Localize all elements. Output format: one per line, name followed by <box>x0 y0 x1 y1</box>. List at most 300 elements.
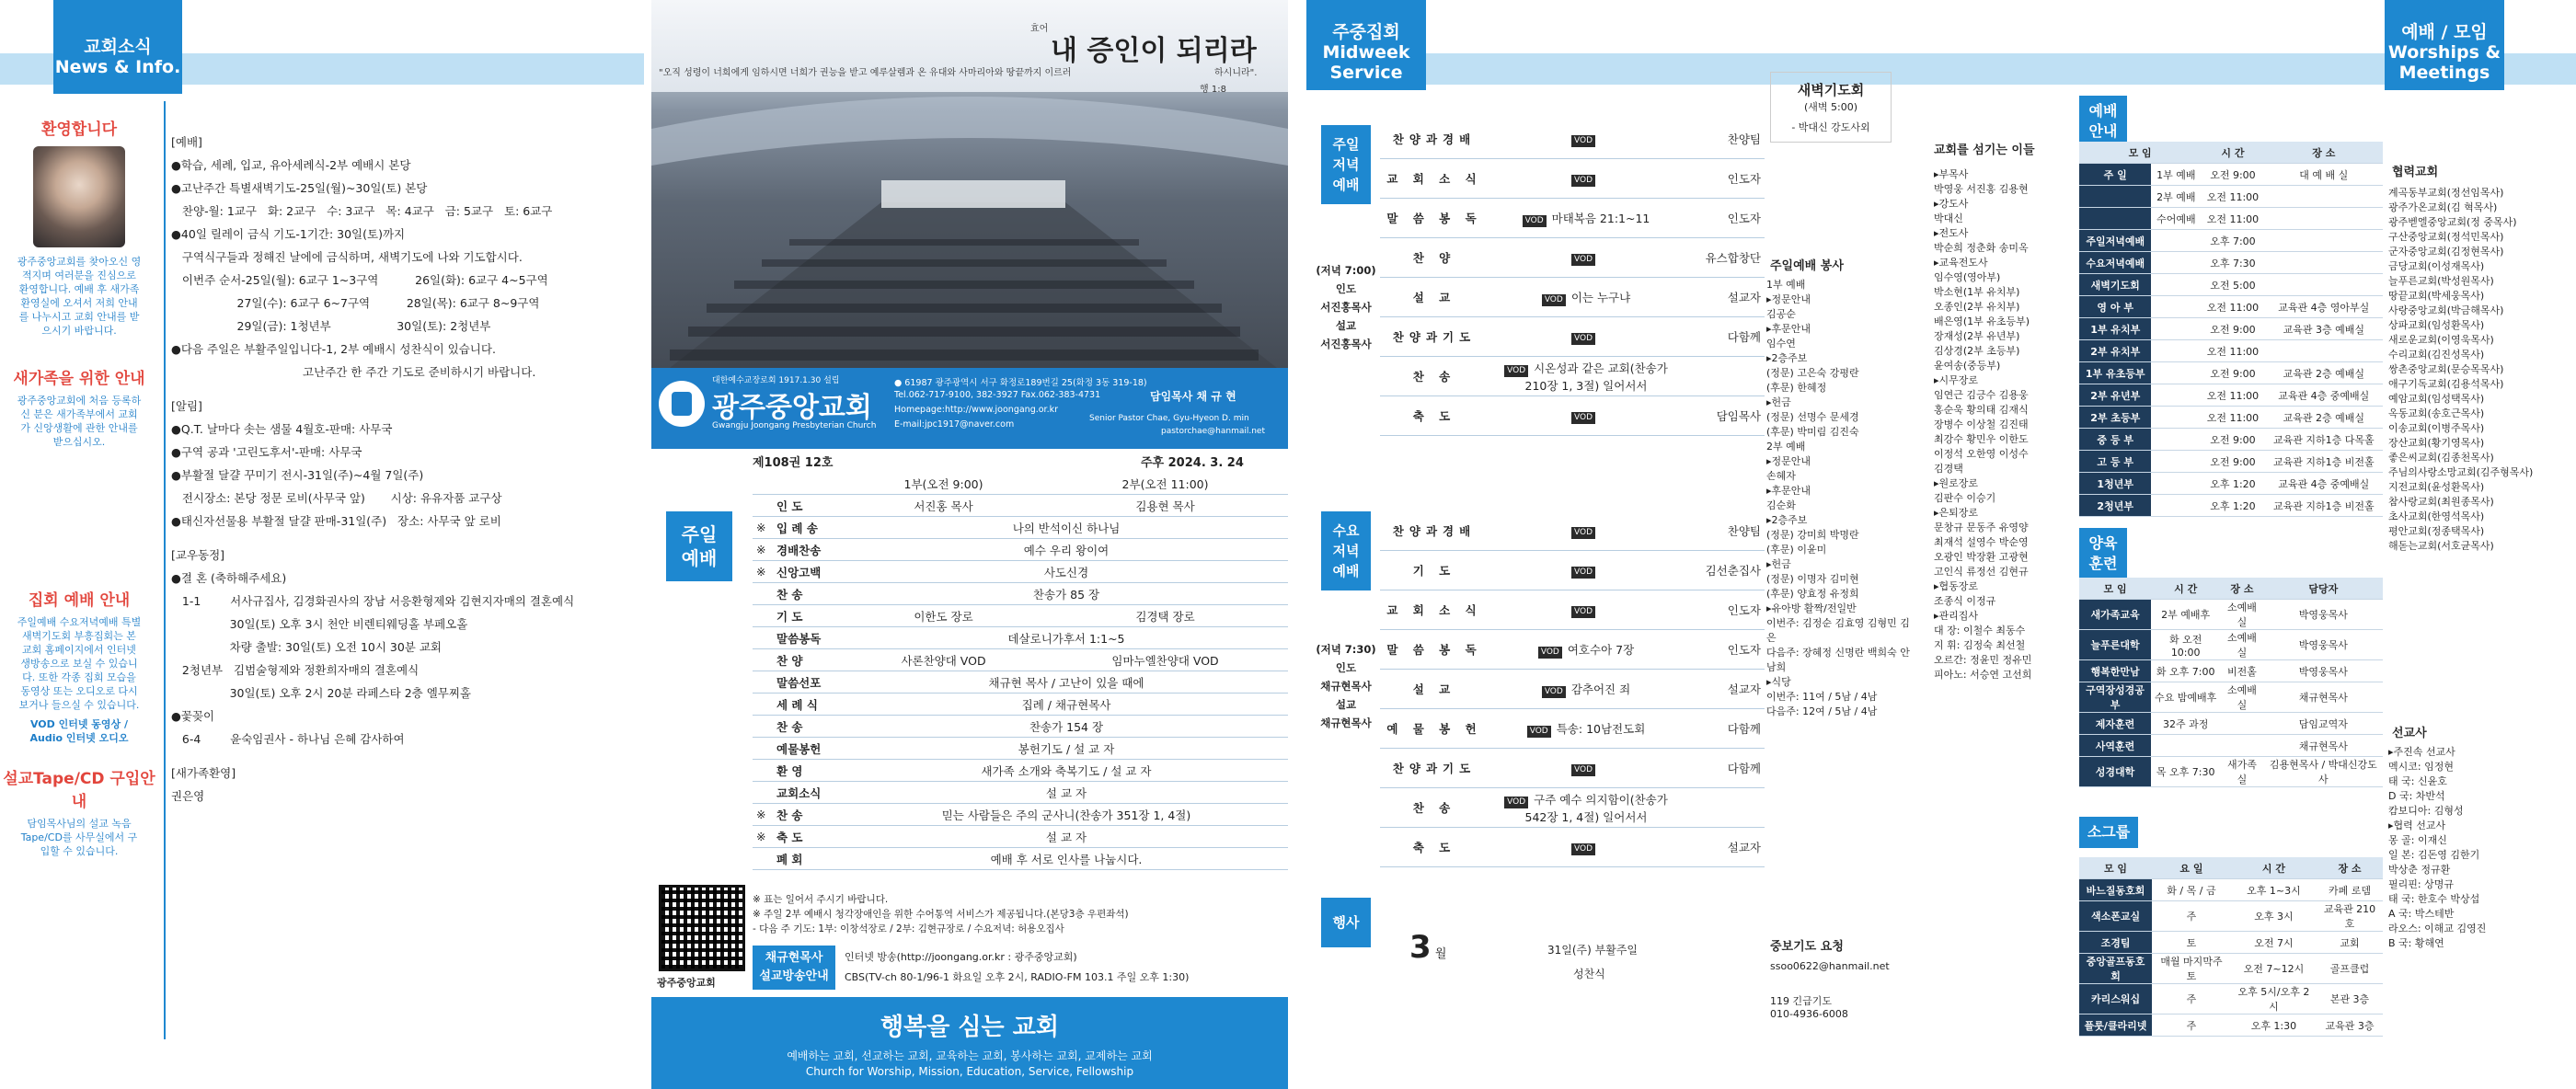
service-info-line: (저녁 7:00) <box>1316 264 1376 277</box>
vod-badge[interactable]: VOD <box>1571 527 1595 539</box>
worship-guide-1: 예배 <box>2088 102 2118 120</box>
col-second: 2부(오전 11:00) <box>1042 473 1288 495</box>
schedule-head-cell: 시 간 <box>2201 142 2264 164</box>
coop-church: 광주가온교회(김 혁목사) <box>2388 201 2498 213</box>
worship-guide-2: 안내 <box>2088 122 2118 140</box>
news-line: 6-4 윤숙임권사 - 하나님 은혜 감사하여 <box>171 732 405 746</box>
order-item: 찬 송 <box>773 804 845 826</box>
schedule-head <box>2079 578 2383 600</box>
schedule-row <box>2079 735 2383 757</box>
news-sidebar <box>0 103 158 864</box>
vod-badge[interactable]: VOD <box>1527 726 1551 738</box>
welcome-heading: 환영합니다 <box>40 120 118 139</box>
schedule-row <box>2079 208 2383 230</box>
schedule-cell: 오후 1:30 <box>2231 1014 2317 1037</box>
order-row <box>753 826 1288 848</box>
stand-mark <box>753 671 773 694</box>
order-item: 축 도 <box>773 826 845 848</box>
service-volunteer-line: ▸정문안내 <box>1766 455 1811 467</box>
schedule-cell: 박영웅목사 <box>2264 660 2383 682</box>
schedule-cell: 2부 예배 <box>2151 186 2201 208</box>
midweek-tab <box>1306 0 1426 90</box>
news-tab-ko: 교회소식 <box>84 37 152 57</box>
servant-line: 배은영(1부 유초등부) <box>1934 315 2030 327</box>
servant-line: ▸교육전도사 <box>1934 257 1988 269</box>
order-row <box>753 804 1288 826</box>
news-line: 27일(수): 6교구 6~7구역 28일(목): 6교구 8~9구역 <box>171 296 540 310</box>
midweek-tab-en1: Midweek <box>1322 42 1410 63</box>
service-volunteer-line: ▸식당 <box>1766 676 1791 688</box>
broadcast-cbs: CBS(TV-ch 80-1/96-1 화요일 오후 2시, RADIO-FM 103.1 주일 오후 1:30) <box>845 971 1190 983</box>
program-leader <box>1684 357 1765 396</box>
schedule-row <box>2079 362 2383 384</box>
program-row <box>1380 670 1765 709</box>
schedule-cell <box>2265 340 2383 362</box>
servant-line: 문창규 문동주 유영양 <box>1934 522 2029 533</box>
event-line-1: 31일(주) 부활주일 <box>1547 944 1638 957</box>
sun-label-1: 주일 <box>1332 136 1360 153</box>
sunday-service-list <box>1766 278 1914 719</box>
program-item: 말 씀 봉 독 <box>1380 199 1489 238</box>
program-leader: 설교자 <box>1684 278 1765 317</box>
vod-badge[interactable]: VOD <box>1571 135 1595 147</box>
missionary-line: A 국: 박스테반 <box>2388 908 2455 920</box>
vod-badge[interactable]: VOD <box>1571 412 1595 424</box>
schedule-cell: 박영웅목사 <box>2264 630 2383 660</box>
schedule-head-cell: 담당자 <box>2264 578 2383 600</box>
coop-church: 참사랑교회(최원종목사) <box>2388 496 2494 508</box>
schedule-cell <box>2151 429 2201 451</box>
church-mail[interactable]: E-mail:jpc1917@naver.com <box>894 419 1015 430</box>
vod-badge[interactable]: VOD <box>1571 567 1595 579</box>
program-leader: 설교자 <box>1684 828 1765 867</box>
servant-line: 박대신 <box>1934 212 1963 224</box>
service-volunteer-line: 김순화 <box>1766 499 1796 511</box>
schedule-head-cell: 장 소 <box>2317 857 2383 879</box>
order-item: 찬 양 <box>773 649 845 671</box>
schedule-cell: 2부 예배후 <box>2151 600 2220 630</box>
schedule-cell <box>2151 407 2201 429</box>
stand-mark <box>753 605 773 627</box>
program-row <box>1380 317 1765 357</box>
schedule-cell: 오전 9:00 <box>2201 429 2264 451</box>
order-item: 찬 송 <box>773 583 845 605</box>
schedule-row <box>2079 296 2383 318</box>
schedule-cell <box>2151 473 2201 495</box>
schedule-head-cell: 시 간 <box>2231 857 2317 879</box>
schedule-cell <box>2151 451 2201 473</box>
vod-badge[interactable]: VOD <box>1542 686 1566 698</box>
order-item: 신앙고백 <box>773 561 845 583</box>
order-row <box>753 716 1288 738</box>
servant-line: ▸부목사 <box>1934 168 1969 180</box>
vod-badge[interactable]: VOD <box>1571 254 1595 266</box>
schedule-cell: 중앙골프동호회 <box>2079 954 2152 984</box>
news-line: 30일(토) 오후 3시 천안 비렌티웨딩홀 부페오홀 <box>171 617 468 631</box>
coop-church: 예암교회(임성택목사) <box>2388 393 2485 405</box>
schedule-cell <box>2151 340 2201 362</box>
tape-text: 담임목사님의 설교 녹음 Tape/CD를 사무실에서 구입할 수 있습니다. <box>20 818 138 857</box>
program-detail <box>1489 511 1684 551</box>
servant-line: 박소현(1부 유치부) <box>1934 286 2020 298</box>
schedule-cell: 교육관 지하1층 다목홀 <box>2265 429 2383 451</box>
stand-mark <box>753 583 773 605</box>
missionary-line: ▸주진속 선교사 <box>2388 746 2455 758</box>
church-web[interactable]: Homepage:http://www.joongang.or.kr <box>894 405 1059 415</box>
schedule-cell: 교육관 3층 <box>2317 1014 2383 1037</box>
schedule-cell: 구역장성경공부 <box>2079 682 2151 713</box>
news-line: ●40일 릴레이 금식 기도-1기간: 30일(토)까지 <box>171 227 406 241</box>
sunday-evening-table <box>1380 120 1765 436</box>
order-row <box>753 583 1288 605</box>
program-detail <box>1489 396 1684 436</box>
schedule-cell: 채규현목사 <box>2264 735 2383 757</box>
news-line: 차량 출발: 30일(토) 오전 10시 30분 교회 <box>171 640 442 654</box>
vod-badge[interactable]: VOD <box>1571 175 1595 187</box>
wed-label-1: 수요 <box>1332 522 1360 539</box>
prayer-phone-label: 119 긴급기도 <box>1770 995 1832 1007</box>
schedule-cell: 오후 1~3시 <box>2231 879 2317 901</box>
program-item: 찬 양 <box>1380 238 1489 278</box>
program-item: 찬양과기도 <box>1380 317 1489 357</box>
issue-date: 주후 2024. 3. 24 <box>1141 456 1244 470</box>
news-line: ●태신자선물용 부활절 달걀 판매-31일(주) 장소: 사무국 앞 로비 <box>171 514 501 528</box>
schedule-cell <box>2151 230 2201 252</box>
schedule-cell: 오전 9:00 <box>2201 164 2264 186</box>
broadcast-label-2: 설교방송안내 <box>759 969 829 983</box>
schedule-cell: 32주 과정 <box>2151 713 2220 735</box>
meetings-tab-1: 예배 / 모임 <box>2401 22 2488 42</box>
schedule-cell: 조경팀 <box>2079 932 2152 954</box>
coop-church: 이송교회(이병주목사) <box>2388 422 2485 434</box>
vod-badge[interactable]: VOD <box>1571 333 1595 345</box>
note-line: - 다음 주 기도: 1부: 이창석장로 / 2부: 김현규장로 / 수요저녁: 허용오집사 <box>753 923 1064 934</box>
banner-strip <box>651 0 1288 95</box>
program-detail <box>1489 120 1684 159</box>
meetings-tab-2: Worships & <box>2387 42 2501 63</box>
schedule-cell: 1부 예배 <box>2151 164 2201 186</box>
schedule-cell: 채규현목사 <box>2264 682 2383 713</box>
broadcast-internet[interactable]: 인터넷 방송(http://joongang.or.kr : 광주중앙교회) <box>845 951 1077 963</box>
program-detail <box>1489 828 1684 867</box>
schedule-row <box>2079 932 2383 954</box>
stand-mark: ※ <box>753 826 773 848</box>
schedule-head-row <box>2079 142 2383 164</box>
schedule-cell: 오후 5시/오후 2시 <box>2231 984 2317 1014</box>
program-item: 설 교 <box>1380 670 1489 709</box>
program-row <box>1380 709 1765 749</box>
service-volunteer-line: 임수연 <box>1766 338 1796 350</box>
order-head <box>753 473 1288 495</box>
church-addr: ● 61987 광주광역시 서구 화정로189번길 25(화정 3동 319-18) <box>894 378 1147 388</box>
schedule-cell: 소예배실 <box>2220 600 2263 630</box>
news-line: 찬양-월: 1교구 화: 2교구 수: 3교구 목: 4교구 금: 5교구 토: 6교구 <box>171 204 553 218</box>
news-line: ●학습, 세례, 입교, 유아세례식-2부 예배시 본당 <box>171 158 411 172</box>
order-item: 인 도 <box>773 495 845 517</box>
schedule-cell <box>2079 186 2151 208</box>
notes <box>753 892 1286 936</box>
sanctuary-illustration <box>651 92 1288 368</box>
missionary-line: B 국: 황해연 <box>2388 937 2444 949</box>
stand-mark <box>753 848 773 870</box>
schedule-cell: 새벽기도회 <box>2079 274 2151 296</box>
schedule-row <box>2079 473 2383 495</box>
news-line: 권은영 <box>171 789 205 803</box>
service-volunteer-line: (후문) 양효정 유정희 <box>1766 588 1859 600</box>
banner-main: 내 증인이 되리라 <box>1051 35 1257 67</box>
news-tab <box>53 0 182 94</box>
qr-code[interactable] <box>659 885 745 971</box>
service-volunteer-line: ▸후문안내 <box>1766 485 1811 497</box>
service-volunteer-line: (후문) 이윤미 <box>1766 544 1827 556</box>
order-item: 예물봉헌 <box>773 738 845 760</box>
program-detail-text: 이는 누구냐 <box>1570 290 1631 304</box>
program-row <box>1380 199 1765 238</box>
service-volunteer-line: (정문) 강미희 박명란 <box>1766 529 1859 541</box>
service-volunteer-line: ▸후문안내 <box>1766 323 1811 335</box>
schedule-cell: 오후 7:00 <box>2201 230 2264 252</box>
schedule-cell: 오전 7~12시 <box>2231 954 2317 984</box>
sunday-evening-label <box>1321 125 1371 204</box>
schedule-cell: 목 오후 7:30 <box>2151 757 2220 787</box>
news-line: 30일(토) 오후 2시 20분 라페스타 2층 엘무찌홀 <box>171 686 472 700</box>
small-group-label: 소그룹 <box>2079 817 2138 848</box>
news-line: 전시장소: 본당 정문 로비(사무국 앞) 시상: 유유자품 교구상 <box>171 491 502 505</box>
servant-line: ▸전도사 <box>1934 227 1969 239</box>
schedule-cell: 1부 유초등부 <box>2079 362 2151 384</box>
schedule-head-cell: 모 임 <box>2079 142 2201 164</box>
schedule-cell: 매월 마지막주 토 <box>2152 954 2231 984</box>
program-leader: 다함께 <box>1684 709 1765 749</box>
service-volunteer-line: (정문) 이명자 김미현 <box>1766 573 1859 585</box>
servant-line: 조종식 이정규 <box>1934 595 1996 607</box>
missionary-line: 태 국: 신윤호 <box>2388 775 2447 787</box>
schedule-cell: 교육관 210호 <box>2317 901 2383 932</box>
program-detail <box>1489 317 1684 357</box>
event-label: 행사 <box>1321 898 1371 947</box>
schedule-cell <box>2079 208 2151 230</box>
schedule-cell: 수요저녁예배 <box>2079 252 2151 274</box>
servant-line: 피아노: 서승연 고선희 <box>1934 669 2032 681</box>
servant-line: ▸관리집사 <box>1934 610 1979 622</box>
stand-mark: ※ <box>753 539 773 561</box>
schedule-cell <box>2220 713 2263 735</box>
schedule-cell: 플룻/클라리넷 <box>2079 1014 2152 1037</box>
service-volunteer-line: ▸유아방 활짝/전일반 <box>1766 602 1857 614</box>
schedule-cell: 오전 7시 <box>2231 932 2317 954</box>
schedule-cell <box>2151 318 2201 340</box>
banner-tail: 하시니라". <box>1214 68 1258 78</box>
vod-badge[interactable]: VOD <box>1571 764 1595 776</box>
service-info-line: 채규현목사 <box>1320 716 1372 729</box>
program-detail <box>1489 670 1684 709</box>
order-row <box>753 671 1288 694</box>
program-leader: 인도자 <box>1684 590 1765 630</box>
schedule-cell: 골프클럽 <box>2317 954 2383 984</box>
schedule-cell <box>2151 495 2201 517</box>
coop-church: 계곡동부교회(정선임목사) <box>2388 187 2504 199</box>
vod-badge[interactable]: VOD <box>1504 365 1528 377</box>
missionary-line: 박상춘 정규환 <box>2388 864 2451 876</box>
midweek-tab-en2: Service <box>1329 63 1403 83</box>
service-volunteer-line: 다음주: 장혜정 신명란 백희숙 안남희 <box>1766 647 1910 673</box>
coop-church: 장산교회(황기영목사) <box>2388 437 2485 449</box>
program-detail <box>1489 159 1684 199</box>
program-row <box>1380 238 1765 278</box>
nurture-schedule <box>2079 578 2383 787</box>
schedule-row <box>2079 660 2383 682</box>
schedule-cell <box>2265 186 2383 208</box>
schedule-cell <box>2265 230 2383 252</box>
news-section-title: [예배] <box>171 135 202 149</box>
schedule-cell: 교육관 지하1층 비전홀 <box>2265 451 2383 473</box>
program-item: 말 씀 봉 독 <box>1380 630 1489 670</box>
vod-badge[interactable]: VOD <box>1571 606 1595 618</box>
program-row <box>1380 630 1765 670</box>
schedule-cell: 소예배실 <box>2220 630 2263 660</box>
wed-label-3: 예배 <box>1332 563 1360 579</box>
meetings-panel <box>1928 0 2576 1089</box>
schedule-row <box>2079 252 2383 274</box>
order-both: 믿는 사람들은 주의 군사니(찬송가 351장 1, 4절) <box>845 804 1288 826</box>
schedule-cell: 주 <box>2152 901 2231 932</box>
vod-badge[interactable]: VOD <box>1542 294 1566 306</box>
prayer-email[interactable]: ssoo0622@hanmail.net <box>1770 960 1890 972</box>
coop-church: 상파교회(임성환목사) <box>2388 319 2485 331</box>
order-row <box>753 561 1288 583</box>
dawn-title: 새벽기도회 <box>1797 82 1865 98</box>
schedule-cell: 2부 초등부 <box>2079 407 2151 429</box>
order-first: 서진홍 목사 <box>845 495 1042 517</box>
program-row <box>1380 278 1765 317</box>
worship-label <box>666 511 732 581</box>
schedule-cell <box>2265 252 2383 274</box>
program-leader: 인도자 <box>1684 199 1765 238</box>
news-line: 구역식구들과 정해진 날에에 금식하며, 새벽기도에 나와 기도합시다. <box>171 250 523 264</box>
program-detail <box>1489 709 1684 749</box>
program-item: 교 회 소 식 <box>1380 159 1489 199</box>
program-detail <box>1489 238 1684 278</box>
missionary-line: ▸협력 선교사 <box>2388 820 2446 831</box>
program-row <box>1380 551 1765 590</box>
news-line: 29일(금): 1청년부 30일(토): 2청년부 <box>171 319 491 333</box>
coop-church: 지전교회(윤성환목사) <box>2388 481 2485 493</box>
coop-church: 사랑중앙교회(박금해목사) <box>2388 304 2504 316</box>
event-month-num: 3 <box>1409 929 1432 966</box>
schedule-cell: 주일저녁예배 <box>2079 230 2151 252</box>
news-section-title: [새가족환영] <box>171 766 236 780</box>
schedule-cell: 오후 7:30 <box>2201 252 2264 274</box>
schedule-cell: 오전 11:00 <box>2201 208 2264 230</box>
event-month <box>1409 929 1446 966</box>
order-item: 환 영 <box>773 760 845 782</box>
schedule-cell: 교육관 3층 예배실 <box>2265 318 2383 340</box>
program-item: 찬양과경배 <box>1380 120 1489 159</box>
worship-guide-label <box>2079 96 2127 147</box>
schedule-cell: 오전 9:00 <box>2201 451 2264 473</box>
schedule-row <box>2079 230 2383 252</box>
order-first: 이한도 장로 <box>845 605 1042 627</box>
schedule-cell <box>2151 252 2201 274</box>
schedule-cell: 2청년부 <box>2079 495 2151 517</box>
order-row <box>753 738 1288 760</box>
schedule-row <box>2079 384 2383 407</box>
program-row <box>1380 511 1765 551</box>
church-en: Gwangju Joongang Presbyterian Church <box>712 421 877 430</box>
order-both: 찬송가 85 장 <box>845 583 1288 605</box>
sunday-evening-info <box>1306 261 1386 353</box>
service-volunteer-line: 손혜자 <box>1766 470 1796 482</box>
schedule-cell <box>2265 274 2383 296</box>
order-both: 봉헌기도 / 설 교 자 <box>845 738 1288 760</box>
program-item: 찬양과기도 <box>1380 749 1489 788</box>
program-detail <box>1489 630 1684 670</box>
meetings-tab <box>2385 0 2504 90</box>
vod-badge[interactable]: VOD <box>1538 647 1562 659</box>
schedule-cell: 김용현목사 / 박대신강도사 <box>2264 757 2383 787</box>
wednesday-evening-label <box>1321 511 1371 590</box>
schedule-cell: 교육관 4층 중예배실 <box>2265 473 2383 495</box>
stand-mark: ※ <box>753 561 773 583</box>
service-volunteer-line: ▸정문안내 <box>1766 293 1811 305</box>
service-info-line: (저녁 7:30) <box>1316 643 1376 656</box>
news-line: 고난주간 한 주간 기도로 준비하시기 바랍니다. <box>171 365 536 379</box>
coop-church: 평안교회(정종택목사) <box>2388 525 2485 537</box>
vod-badge[interactable]: VOD <box>1523 215 1547 227</box>
vod-badge[interactable]: VOD <box>1504 797 1528 808</box>
schedule-head-cell: 장 소 <box>2265 142 2383 164</box>
schedule-cell: 교육관 2층 예배실 <box>2265 362 2383 384</box>
vod-badge[interactable]: VOD <box>1571 843 1595 855</box>
col-first: 1부(오전 9:00) <box>845 473 1042 495</box>
pastor-mail[interactable]: pastorchae@hanmail.net <box>1161 427 1265 436</box>
order-item: 폐 회 <box>773 848 845 870</box>
program-leader: 유스합창단 <box>1684 238 1765 278</box>
coop-list <box>2388 186 2572 554</box>
broadcast-label <box>753 946 835 990</box>
schedule-cell: 주 <box>2152 1014 2231 1037</box>
program-detail <box>1489 551 1684 590</box>
schedule-row <box>2079 984 2383 1014</box>
order-item: 입 례 송 <box>773 517 845 539</box>
schedule-cell: 화 / 목 / 금 <box>2152 879 2231 901</box>
schedule-cell: 행복한만남 <box>2079 660 2151 682</box>
coop-church: 옥동교회(송호근목사) <box>2388 407 2485 419</box>
schedule-cell: 화 오후 7:00 <box>2151 660 2220 682</box>
program-detail-text: 여호수아 7장 <box>1567 642 1635 657</box>
schedule-cell <box>2151 735 2220 757</box>
banner-ref: 행 1:8 <box>1200 85 1226 95</box>
program-detail-text: 시온성과 같은 교회(찬송가 210장 1, 3절) 일어서서 <box>1524 361 1668 393</box>
stand-mark <box>753 627 773 649</box>
servant-line: ▸강도사 <box>1934 198 1969 210</box>
stand-mark <box>753 760 773 782</box>
program-leader: 다함께 <box>1684 317 1765 357</box>
schedule-head-cell: 시 간 <box>2151 578 2220 600</box>
event-line-2: 성찬식 <box>1573 968 1605 980</box>
servant-line: 지 휘: 김정숙 최선철 <box>1934 639 2026 651</box>
wednesday-evening-table <box>1380 511 1765 867</box>
order-row <box>753 848 1288 870</box>
schedule-cell: 담임교역자 <box>2264 713 2383 735</box>
news-line: ●꽃꽂이 <box>171 709 215 723</box>
stand-mark <box>753 782 773 804</box>
schedule-cell: 오전 11:00 <box>2201 296 2264 318</box>
order-both: 예배 후 서로 인사를 나눕시다. <box>845 848 1288 870</box>
schedule-cell: 2부 유년부 <box>2079 384 2151 407</box>
schedule-cell: 교육관 4층 중예배실 <box>2265 384 2383 407</box>
note-line: ※ 주일 2부 예배시 청각장애인을 위한 수어통역 서비스가 제공됩니다.(본당3층 우편좌석) <box>753 909 1129 920</box>
